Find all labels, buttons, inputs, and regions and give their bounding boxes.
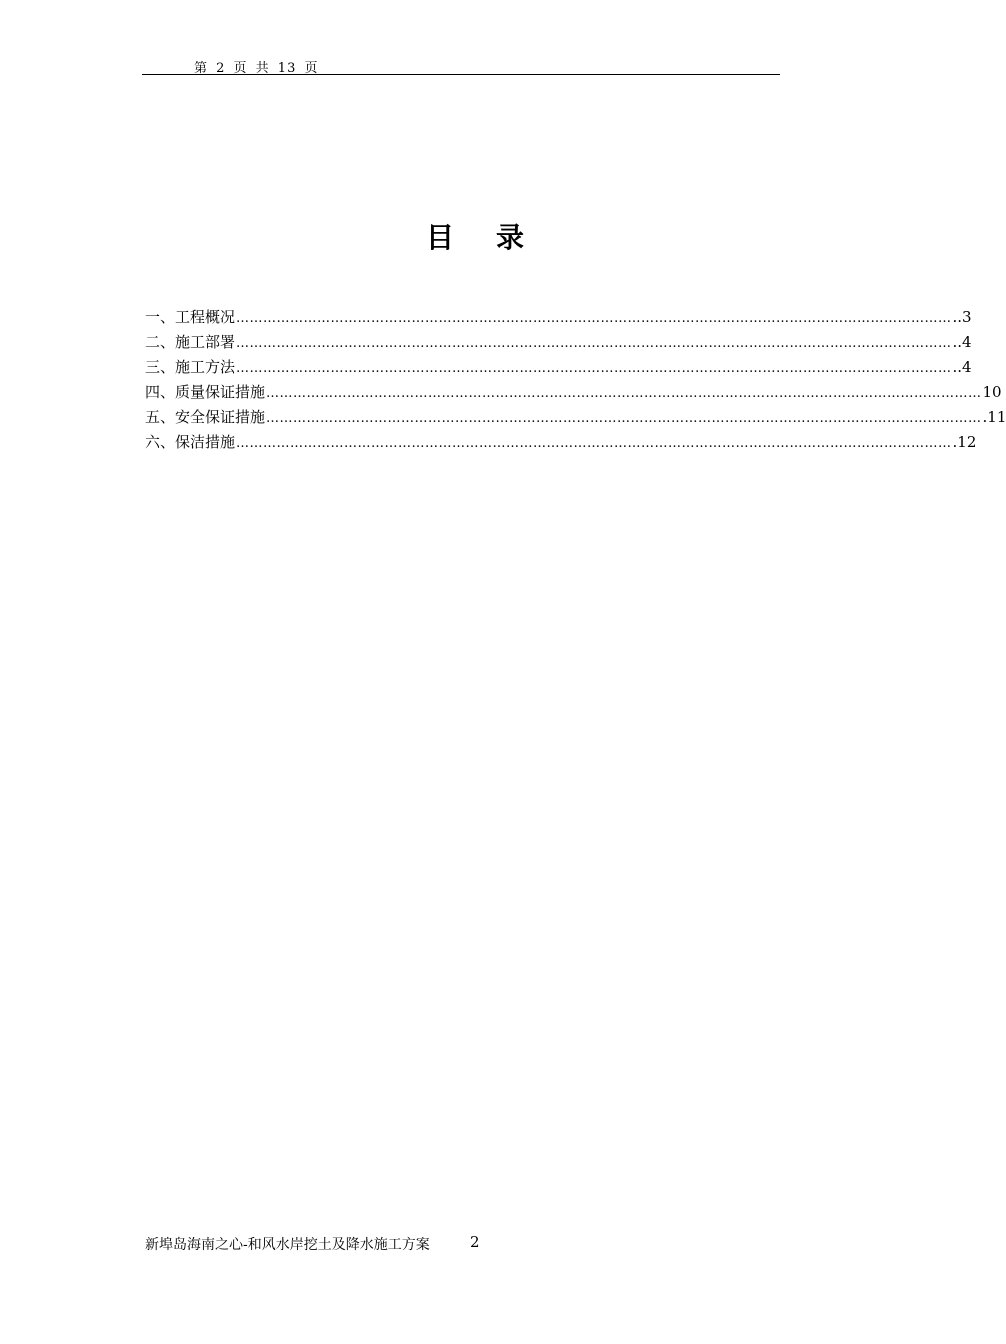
toc-entry-label: 三、施工方法 — [145, 358, 236, 376]
toc-title: 目录 — [425, 221, 566, 254]
toc-entry-leader: …………………………………………………………………………………………………………………………………………… — [266, 386, 982, 401]
toc-entry-page: .11 — [982, 408, 1006, 426]
toc-entry-leader: …………………………………………………………………………………………………………………………………………… — [236, 311, 952, 326]
page-indicator: 第 2 页 共 13 页 — [194, 61, 319, 76]
toc-entry[interactable] — [145, 330, 972, 355]
toc-entry-leader: …………………………………………………………………………………………………………………………………………… — [236, 361, 952, 376]
toc-entry-page: ..4 — [952, 358, 972, 376]
toc-entry-leader: …………………………………………………………………………………………………………………………………………… — [236, 436, 952, 451]
toc-entry-page: ..4 — [952, 333, 972, 351]
footer-document-title: 新埠岛海南之心-和风水岸挖土及降水施工方案 — [145, 1237, 430, 1253]
toc-entry-label: 五、安全保证措施 — [145, 408, 266, 426]
toc-entry-page: ..3 — [952, 308, 972, 326]
toc-entry-page: .12 — [952, 433, 977, 451]
toc-entry-label: 二、施工部署 — [145, 333, 236, 351]
toc-entry-label: 四、质量保证措施 — [145, 383, 266, 401]
toc-entry[interactable] — [145, 355, 972, 380]
toc-entry[interactable] — [145, 305, 972, 330]
toc-entry[interactable] — [145, 405, 1006, 430]
toc-entry-page: 10 — [982, 383, 1002, 401]
toc-entry[interactable] — [145, 430, 977, 455]
toc-entry-leader: …………………………………………………………………………………………………………………………………………… — [236, 336, 952, 351]
toc-entry-leader: …………………………………………………………………………………………………………………………………………… — [266, 411, 982, 426]
toc-entry[interactable] — [145, 380, 1002, 405]
page-header — [142, 56, 780, 75]
table-of-contents — [145, 305, 1006, 455]
footer-page-number: 2 — [470, 1233, 480, 1251]
toc-entry-label: 一、工程概况 — [145, 308, 236, 326]
toc-entry-label: 六、保洁措施 — [145, 433, 236, 451]
